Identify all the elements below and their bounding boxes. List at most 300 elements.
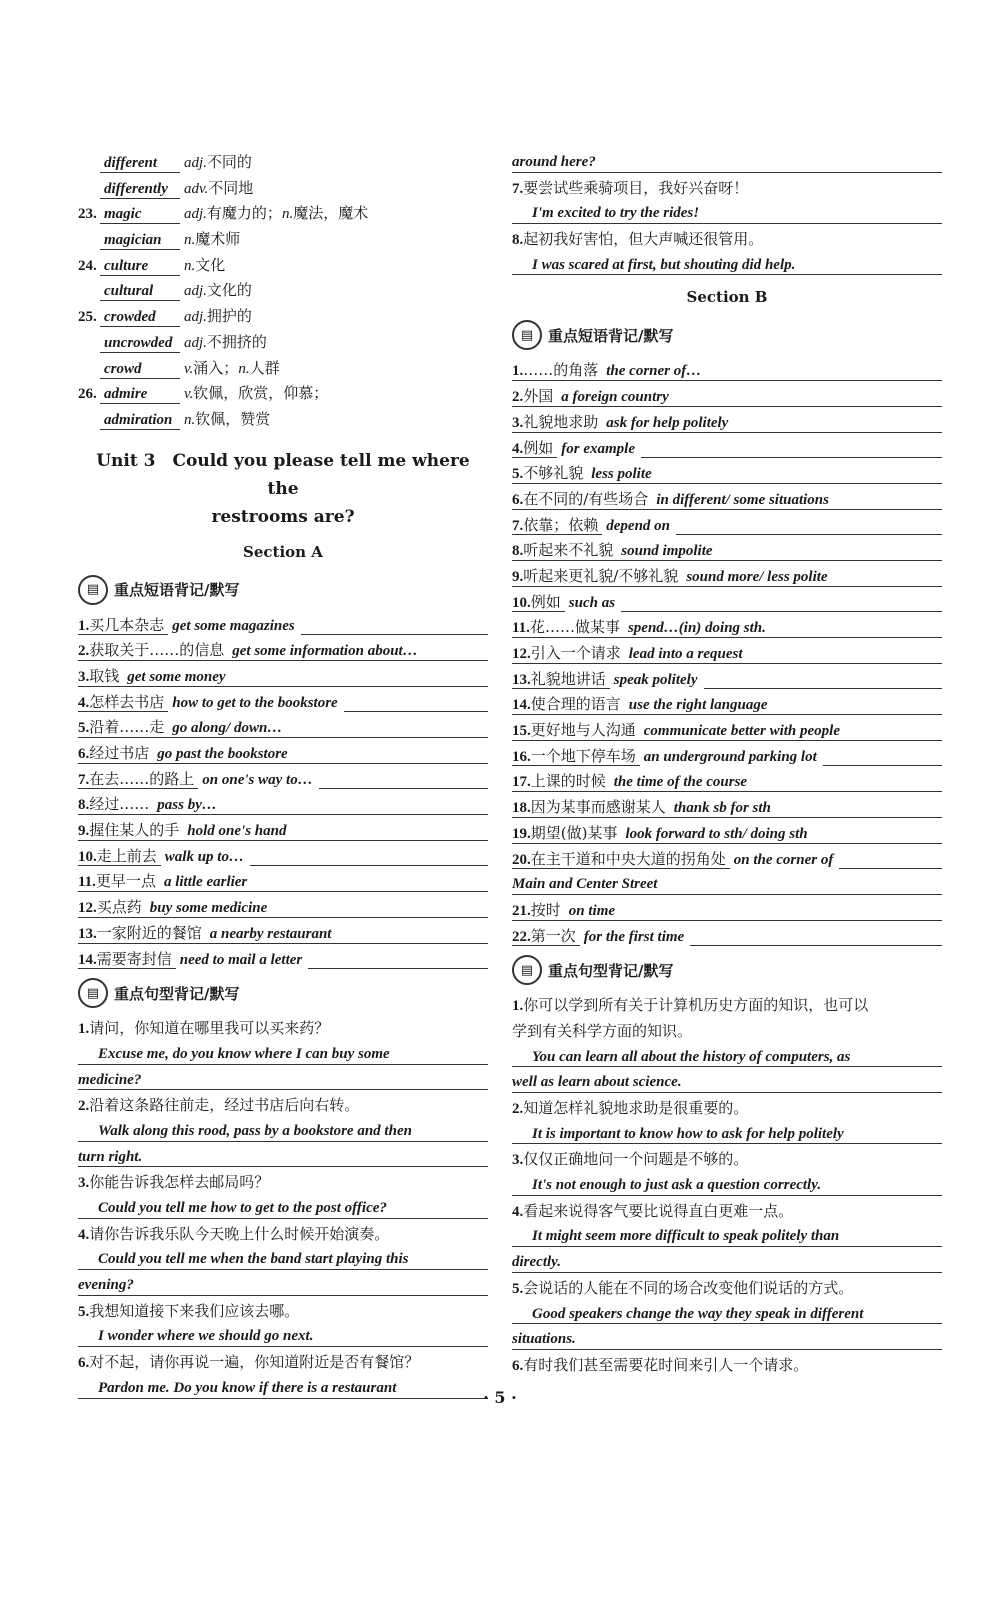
answer-underline [512, 1246, 942, 1247]
phrase-answer: for the first time [580, 928, 690, 946]
phrase-prompt [512, 721, 640, 739]
item-number: 3. [512, 1152, 524, 1169]
unit-title-line2: restrooms are? [211, 506, 355, 527]
item-number: 4. [512, 440, 524, 457]
phrase-answer: the corner of… [602, 362, 707, 380]
sentence-answer: It is important to know how to ask for help politely [512, 1122, 942, 1148]
phrase-item [512, 924, 942, 950]
phrase-item [512, 564, 942, 590]
phrase-chinese: 花……做某事 [529, 618, 620, 637]
phrase-answer: look forward to sth/ doing sth [621, 825, 813, 843]
phrase-prompt [78, 667, 123, 685]
phrase-item [78, 869, 488, 895]
item-number: 19. [512, 825, 531, 842]
sentence-chinese-cont: 学到有关科学方面的知识。 [512, 1021, 693, 1040]
phrase-item [512, 692, 942, 718]
vocab-meaning: 不拥挤的 [206, 332, 267, 351]
phrase-item [78, 690, 488, 716]
phrase-item [512, 641, 942, 667]
answer-underline [512, 223, 942, 224]
item-number: 11. [78, 874, 96, 891]
answer-underline [512, 1272, 942, 1273]
phrase-prompt [78, 847, 161, 865]
banner-title: 重点短语背记/默写 [548, 326, 674, 345]
phrase-answer: walk up to… [161, 848, 250, 866]
part-of-speech: n. [184, 411, 196, 428]
vocab-meaning: 人群 [249, 358, 280, 377]
item-number: 10. [512, 594, 531, 611]
vocab-meaning: 文化 [195, 255, 226, 274]
item-number: 3. [512, 414, 524, 431]
phrase-prompt [512, 593, 565, 611]
section-banner [78, 573, 488, 607]
phrase-answer: in different/ some situations [652, 491, 835, 509]
phrase-prompt [512, 567, 682, 585]
phrase-chinese: 在去……的路上 [89, 769, 195, 788]
vocab-word: magic [100, 205, 180, 224]
phrase-item [512, 667, 942, 693]
sentence-prompt [78, 1350, 488, 1376]
item-number: 21. [512, 902, 531, 919]
phrase-item [512, 615, 942, 641]
phrase-chinese: 取钱 [89, 666, 120, 685]
answer-underline [78, 1141, 488, 1142]
sentence-prompt [512, 176, 942, 202]
answer-underline [512, 868, 942, 869]
section-banner [512, 318, 942, 352]
banner-title: 重点短语背记/默写 [114, 581, 240, 600]
vocab-word: different [100, 154, 180, 173]
right-column [512, 150, 942, 1379]
phrase-answer: use the right language [625, 696, 774, 714]
item-number: 13. [78, 925, 97, 942]
part-of-speech: n. [184, 257, 196, 274]
item-number: 1. [78, 617, 90, 634]
sentence-chinese: 要尝试些乘骑项目，我好兴奋呀！ [523, 178, 749, 197]
answer-underline [512, 274, 942, 275]
answer-underline [512, 894, 942, 895]
sentence-prompt [512, 993, 942, 1019]
sentence-answer: Could you tell me when the band start playing this [78, 1247, 488, 1273]
phrase-chinese: 经过书店 [89, 744, 150, 762]
vocab-word: crowded [100, 308, 180, 327]
phrase-chinese: 在不同的/有些场合 [523, 489, 649, 508]
item-number: 13. [512, 671, 531, 688]
phrase-answer-cont: Main and Center Street [512, 872, 942, 898]
item-number: 10. [78, 848, 97, 865]
phrase-answer: get some information about… [228, 642, 423, 660]
vocab-item [78, 356, 488, 382]
answer-underline [512, 1349, 942, 1350]
phrase-prompt [512, 824, 621, 842]
phrase-prompt [78, 950, 176, 968]
phrase-prompt [78, 693, 168, 711]
part-of-speech: v. [184, 360, 194, 377]
vocab-meaning: 涌入； [193, 358, 239, 377]
phrase-chinese: 一个地下停车场 [530, 746, 636, 765]
phrase-answer: a foreign country [557, 388, 675, 406]
phrase-item [512, 590, 942, 616]
phrase-item [512, 795, 942, 821]
vocab-word: magician [100, 231, 180, 250]
phrase-chinese: 买点药 [96, 898, 142, 917]
phrase-prompt [78, 872, 160, 890]
phrase-chinese: 第一次 [530, 926, 576, 945]
answer-underline [78, 1166, 488, 1167]
item-number: 15. [512, 723, 531, 740]
sentence-chinese: 请问，你知道在哪里我可以买来药？ [89, 1019, 330, 1038]
phrase-chinese: 一家附近的餐馆 [96, 923, 202, 942]
item-number: 22. [512, 928, 531, 945]
item-number: 2. [78, 1098, 90, 1115]
item-number: 7. [512, 517, 524, 534]
phrase-chinese: 使合理的语言 [530, 695, 621, 714]
phrase-chinese: 听起来更礼貌/不够礼貌 [523, 566, 679, 585]
vocab-meaning: 钦佩，欣赏，仰慕； [193, 384, 329, 403]
item-number: 9. [512, 568, 524, 585]
phrase-answer: need to mail a letter [176, 951, 308, 969]
answer-underline [512, 1066, 942, 1067]
answer-underline [512, 534, 942, 535]
phrase-item [78, 792, 488, 818]
phrase-chinese: 期望(做)某事 [530, 823, 618, 842]
item-number: 16. [512, 748, 531, 765]
part-of-speech: adj. [184, 309, 207, 326]
sentence-answer: well as learn about science. [512, 1070, 942, 1096]
phrase-prompt [512, 927, 580, 945]
phrase-item [512, 821, 942, 847]
vocab-item [78, 150, 488, 176]
phrase-item [78, 715, 488, 741]
phrase-answer: for example [557, 440, 641, 458]
vocab-item [78, 278, 488, 304]
item-number: 8. [512, 543, 524, 560]
phrase-answer: thank sb for sth [670, 799, 777, 817]
sentence-answer: directly. [512, 1250, 942, 1276]
answer-underline [78, 1346, 488, 1347]
answer-underline [512, 688, 942, 689]
phrase-item [512, 538, 942, 564]
sentence-chinese: 看起来说得客气要比说得直白更难一点。 [523, 1201, 794, 1220]
phrase-answer: such as [565, 594, 621, 612]
phrase-chinese: 引入一个请求 [530, 644, 621, 662]
phrase-answer: buy some medicine [146, 899, 273, 917]
item-number: 7. [512, 180, 524, 197]
sentence-answer: You can learn all about the history of computers, as [512, 1045, 942, 1071]
phrase-answer: go along/ down… [168, 719, 288, 737]
item-number: 6. [512, 491, 524, 508]
phrase-prompt [512, 439, 557, 457]
sentence-answer: Could you tell me how to get to the post office? [78, 1196, 488, 1222]
phrase-answer: get some magazines [168, 617, 301, 635]
sentence-prompt [512, 227, 942, 253]
answer-underline [78, 865, 488, 866]
phrase-item [78, 613, 488, 639]
item-number: 4. [512, 1203, 524, 1220]
answer-underline [78, 1269, 488, 1270]
vocab-item [78, 381, 488, 407]
sentence-answer: evening? [78, 1273, 488, 1299]
item-number: 5. [512, 1280, 524, 1297]
answer-underline [512, 1092, 942, 1093]
item-number: 14. [512, 697, 531, 714]
vocab-word: cultural [100, 282, 180, 301]
phrase-answer: ask for help politely [602, 414, 734, 432]
phrase-item [512, 769, 942, 795]
sentence-chinese: 沿着这条路往前走，经过书店后向右转。 [89, 1096, 360, 1115]
sentence-chinese: 你可以学到所有关于计算机历史方面的知识，也可以 [523, 996, 869, 1015]
phrase-item [512, 513, 942, 539]
phrase-chinese: 上课的时候 [530, 772, 606, 791]
sentence-prompt [512, 1199, 942, 1225]
answer-underline [512, 483, 942, 484]
phrase-prompt [512, 387, 557, 405]
phrase-item [512, 898, 942, 924]
answer-underline [512, 172, 942, 173]
sentence-chinese: 请你告诉我乐队今天晚上什么时候开始演奏。 [89, 1224, 390, 1243]
book-icon: ▤ [512, 955, 542, 985]
phrase-chinese: 在主干道和中央大道的拐角处 [530, 849, 726, 868]
vocab-word: uncrowded [100, 334, 180, 353]
phrase-answer: sound more/ less polite [682, 568, 833, 586]
phrase-prompt [512, 644, 625, 662]
phrase-prompt [512, 541, 617, 559]
sentence-prompt [78, 1016, 488, 1042]
phrase-chinese: ……的角落 [523, 361, 599, 380]
phrase-prompt [512, 490, 652, 508]
sentence-prompt [512, 1276, 942, 1302]
item-number: 12. [78, 900, 97, 917]
vocab-meaning: 文化的 [206, 281, 252, 300]
phrase-item [512, 744, 942, 770]
vocab-item [78, 253, 488, 279]
sentence-answer: I wonder where we should go next. [78, 1324, 488, 1350]
phrase-item [78, 895, 488, 921]
item-number: 8. [78, 797, 90, 814]
phrase-answer: lead into a request [625, 645, 749, 663]
sentence-chinese: 起初我好害怕，但大声喊还很管用。 [523, 230, 764, 249]
answer-underline [78, 891, 488, 892]
item-number: 5. [78, 720, 90, 737]
phrase-prompt [78, 898, 146, 916]
phrase-prompt [78, 821, 183, 839]
sentence-answer: Pardon me. Do you know if there is a restaurant [78, 1376, 488, 1402]
answer-underline [78, 917, 488, 918]
phrase-item [512, 384, 942, 410]
vocab-meaning: 魔法，魔术 [293, 204, 369, 223]
item-number: 6. [512, 1357, 524, 1374]
phrase-prompt [78, 795, 153, 813]
part-of-speech: adj. [184, 283, 207, 300]
unit-title-line1: Unit 3 Could you please tell me where the [96, 450, 470, 499]
phrase-prompt [78, 616, 168, 634]
answer-underline [78, 1295, 488, 1296]
item-number: 2. [512, 1101, 524, 1117]
part-of-speech: adv. [184, 180, 209, 197]
item-number: 7. [78, 771, 90, 788]
phrase-answer: communicate better with people [640, 722, 846, 740]
item-number: 3. [78, 668, 90, 685]
answer-underline [78, 1218, 488, 1219]
phrase-answer: depend on [602, 517, 676, 535]
item-number: 1. [512, 998, 524, 1015]
item-number: 11. [512, 620, 530, 637]
part-of-speech: n. [238, 360, 250, 377]
phrase-answer: a little earlier [160, 873, 253, 891]
phrase-answer: hold one's hand [183, 822, 292, 840]
section-a-title: Section A [243, 542, 323, 561]
phrase-prompt [512, 413, 602, 431]
phrase-chinese: 需要寄封信 [96, 949, 172, 968]
phrase-prompt [78, 744, 153, 762]
section-b-title: Section B [686, 288, 768, 307]
page-number: · 5 · [483, 1388, 517, 1407]
part-of-speech: n. [184, 232, 196, 249]
phrase-chinese: 更好地与人沟通 [530, 721, 636, 740]
part-of-speech: v. [184, 386, 194, 403]
phrase-chinese: 按时 [530, 900, 561, 919]
answer-underline [512, 380, 942, 381]
sentence-answer: It's not enough to just ask a question correctly. [512, 1173, 942, 1199]
phrase-chinese: 获取关于……的信息 [89, 641, 225, 660]
sentence-chinese: 知道怎样礼貌地求助是很重要的。 [523, 1099, 749, 1117]
item-number: 18. [512, 800, 531, 817]
sentence-chinese: 对不起，请你再说一遍，你知道附近是否有餐馆？ [89, 1353, 420, 1372]
vocab-meaning: 魔术师 [195, 230, 241, 249]
phrase-chinese: 不够礼貌 [523, 464, 584, 483]
sentence-answer: It might seem more difficult to speak politely than [512, 1224, 942, 1250]
phrase-answer: pass by… [153, 796, 223, 814]
item-number: 2. [512, 389, 524, 406]
phrase-prompt [78, 924, 206, 942]
phrase-prompt [512, 901, 565, 919]
item-number: 4. [78, 1226, 90, 1243]
phrase-answer: a nearby restaurant [206, 925, 338, 943]
phrase-answer: sound impolite [617, 542, 718, 560]
item-number: 2. [78, 643, 90, 660]
vocab-item [78, 407, 488, 433]
phrase-prompt [512, 772, 610, 790]
phrase-item [78, 818, 488, 844]
answer-underline [512, 945, 942, 946]
sentence-answer: around here? [512, 150, 942, 176]
sentence-answer: I'm excited to try the rides! [512, 201, 942, 227]
item-number: 14. [78, 951, 97, 968]
phrase-prompt [512, 798, 670, 816]
phrase-prompt [512, 747, 640, 765]
answer-underline [512, 1195, 942, 1196]
vocab-meaning: 钦佩，赞赏 [195, 409, 271, 428]
vocab-word: differently [100, 180, 180, 199]
item-number: 25. [78, 309, 97, 326]
item-number: 3. [78, 1175, 90, 1192]
part-of-speech: adj. [184, 206, 207, 223]
section-banner [512, 953, 942, 987]
vocab-word: admire [100, 385, 180, 404]
phrase-item [512, 461, 942, 487]
item-number: 6. [78, 1355, 90, 1372]
phrase-prompt [78, 770, 198, 788]
phrase-prompt [512, 695, 625, 713]
item-number: 26. [78, 386, 97, 403]
unit-title [78, 447, 488, 531]
phrase-chinese: 听起来不礼貌 [523, 541, 614, 560]
phrase-chinese: 怎样去书店 [89, 692, 165, 711]
book-icon: ▤ [78, 575, 108, 605]
sentence-chinese: 会说话的人能在不同的场合改变他们说话的方式。 [523, 1278, 854, 1297]
phrase-item [78, 767, 488, 793]
vocab-meaning: 拥护的 [206, 307, 252, 326]
sentence-answer: situations. [512, 1327, 942, 1353]
phrase-item [78, 844, 488, 870]
phrase-prompt [512, 850, 730, 868]
phrase-chinese: 经过…… [89, 795, 150, 814]
item-number: 23. [78, 206, 97, 223]
answer-underline [512, 1143, 942, 1144]
sentence-answer: Walk along this rood, pass by a bookstore and then [78, 1119, 488, 1145]
banner-title: 重点句型背记/默写 [114, 984, 240, 1003]
phrase-chinese: 礼貌地求助 [523, 412, 599, 431]
phrase-answer: how to get to the bookstore [168, 694, 343, 712]
phrase-answer: get some money [123, 668, 231, 686]
phrase-chinese: 依靠；依赖 [523, 515, 599, 534]
answer-underline [78, 814, 488, 815]
phrase-prompt [512, 618, 624, 636]
phrase-prompt [512, 361, 602, 379]
item-number: 12. [512, 646, 531, 662]
phrase-prompt [512, 670, 610, 688]
phrase-chinese: 因为某事而感谢某人 [530, 798, 666, 817]
vocab-meaning: 不同的 [206, 153, 252, 171]
sentence-answer: Excuse me, do you know where I can buy some [78, 1042, 488, 1068]
phrase-answer: spend…(in) doing sth. [624, 619, 772, 637]
vocab-meaning: 有魔力的； [206, 204, 282, 223]
item-number: 4. [78, 694, 90, 711]
section-banner [78, 976, 488, 1010]
vocab-item [78, 304, 488, 330]
phrase-item [512, 410, 942, 436]
item-number: 9. [78, 823, 90, 840]
phrase-prompt [512, 516, 602, 534]
phrase-answer: an underground parking lot [640, 748, 823, 766]
phrase-answer: on one's way to… [198, 771, 318, 789]
item-number: 20. [512, 851, 531, 868]
sentence-answer: I was scared at first, but shouting did help. [512, 253, 942, 279]
phrase-chinese: 例如 [530, 592, 561, 611]
phrase-prompt [78, 641, 228, 659]
phrase-chinese: 握住某人的手 [89, 821, 180, 840]
item-number: 17. [512, 774, 531, 791]
phrase-chinese: 礼貌地讲话 [530, 669, 606, 688]
phrase-chinese: 例如 [523, 438, 554, 457]
book-icon: ▤ [78, 978, 108, 1008]
phrase-prompt [78, 718, 168, 736]
sentence-answer: turn right. [78, 1145, 488, 1171]
sentence-answer: Good speakers change the way they speak in different [512, 1302, 942, 1328]
phrase-item [512, 718, 942, 744]
sentence-chinese: 你能告诉我怎样去邮局吗？ [89, 1173, 270, 1192]
phrase-chinese: 买几本杂志 [89, 615, 165, 634]
vocab-word: culture [100, 257, 180, 276]
part-of-speech: adj. [184, 334, 207, 351]
phrase-item [78, 741, 488, 767]
item-number: 5. [78, 1303, 90, 1320]
left-column [78, 150, 488, 1402]
item-number: 5. [512, 466, 524, 483]
vocab-word: crowd [100, 360, 180, 379]
phrase-answer: speak politely [610, 671, 704, 689]
phrase-item [512, 487, 942, 513]
